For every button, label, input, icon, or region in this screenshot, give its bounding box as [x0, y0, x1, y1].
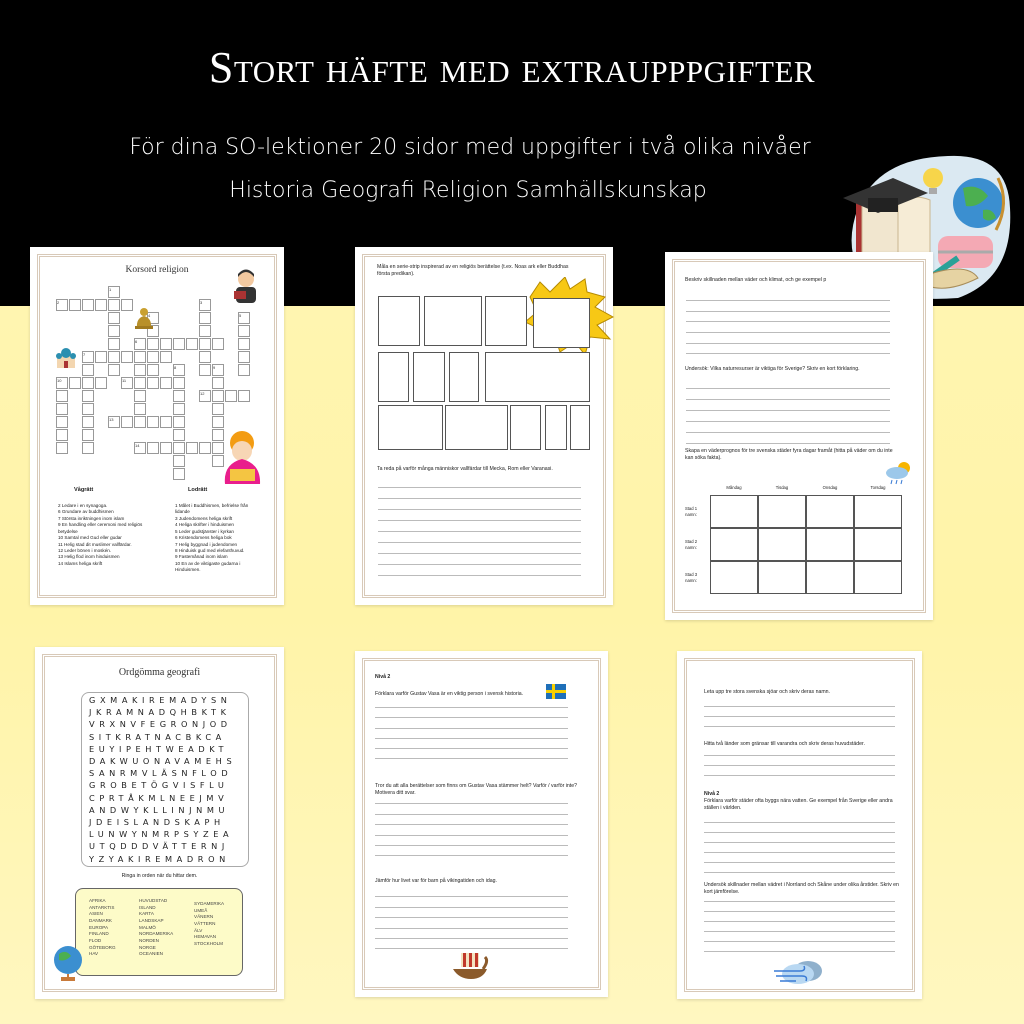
across-clue: 7 Största inriktningen inom islam — [58, 515, 125, 521]
clue-number: 11 — [122, 378, 127, 383]
answer-line[interactable] — [375, 948, 568, 949]
crossword-cell[interactable] — [134, 390, 146, 402]
answer-line[interactable] — [375, 758, 568, 759]
rain-cloud-sun-icon — [883, 460, 913, 486]
comic-panel[interactable] — [485, 296, 527, 346]
comic-panel[interactable] — [378, 405, 443, 450]
word-list-item: FINLAND — [89, 931, 109, 937]
crossword-cell[interactable] — [160, 351, 172, 363]
crossword-cell[interactable] — [82, 403, 94, 415]
crossword-cell[interactable] — [95, 377, 107, 389]
answer-line[interactable] — [375, 907, 568, 908]
answer-line[interactable] — [378, 520, 581, 521]
answer-line[interactable] — [686, 410, 890, 411]
answer-line[interactable] — [686, 432, 890, 433]
word-list-col1 — [89, 898, 116, 958]
word-list-col3 — [194, 901, 224, 948]
down-clue: 7 Helig byggnad i judendomen — [175, 541, 238, 547]
down-clue: 10 En av de viktigaste gudarna i Hinduismen. — [175, 560, 241, 573]
word-list-item: FLOD — [89, 937, 102, 943]
crossword-cell[interactable] — [134, 377, 146, 389]
answer-line[interactable] — [375, 855, 568, 856]
crossword-cell[interactable] — [173, 468, 185, 480]
swedish-flag-icon — [546, 684, 566, 699]
forecast-cell[interactable] — [758, 495, 806, 528]
down-heading: Lodrätt — [188, 487, 208, 493]
comic-panel[interactable] — [445, 405, 508, 450]
word-list-item: UMEÅ — [194, 907, 208, 913]
crossword-cell[interactable] — [212, 390, 224, 402]
word-list-item: DANMARK — [89, 917, 112, 923]
comic-panel[interactable] — [378, 352, 409, 402]
crossword-cell[interactable] — [82, 416, 94, 428]
answer-line[interactable] — [704, 852, 895, 853]
answer-line[interactable] — [704, 872, 895, 873]
word-list-item: KARTA — [139, 911, 154, 917]
clue-number: 10 — [57, 378, 62, 383]
crossword-cell[interactable] — [147, 364, 159, 376]
answer-line[interactable] — [378, 553, 581, 554]
crossword-cell[interactable] — [108, 312, 120, 324]
buddha-icon — [134, 306, 154, 330]
word-list-item: VÄTTERN — [194, 920, 216, 926]
answer-line[interactable] — [686, 332, 890, 333]
answer-line[interactable] — [375, 717, 568, 718]
crossword-cell[interactable] — [147, 442, 159, 454]
crossword-cell[interactable] — [186, 338, 198, 350]
history-question-3: Jämför hur livet var för barn på vikingatiden och idag. — [375, 878, 497, 884]
crossword-cell[interactable] — [95, 299, 107, 311]
comic-panel[interactable] — [510, 405, 541, 450]
ganesha-icon — [220, 429, 265, 487]
across-clue: 9 En handling eller ceremoni med religiös betydelse — [58, 522, 143, 534]
wind-cloud-icon — [772, 957, 826, 985]
weather-page — [665, 252, 933, 620]
answer-line[interactable] — [378, 509, 581, 510]
answer-line[interactable] — [704, 951, 895, 952]
clue-number: 9 — [213, 365, 216, 370]
clue-number: 6 — [135, 339, 138, 344]
crossword-cell[interactable] — [199, 364, 211, 376]
crossword-cell[interactable] — [147, 338, 159, 350]
crossword-cell[interactable] — [56, 390, 68, 402]
answer-line[interactable] — [375, 728, 568, 729]
weather-question-2: Undersök: Vilka naturresurser är viktiga för Sverige? Skriv en kort förklaring. — [685, 366, 860, 372]
wordsearch-row: DAKWUONAVAMEHS — [89, 756, 237, 766]
answer-line[interactable] — [375, 917, 568, 918]
answer-line[interactable] — [375, 938, 568, 939]
crossword-cell[interactable] — [108, 299, 120, 311]
crossword-cell[interactable] — [173, 403, 185, 415]
weather-question-3: Skapa en väderprognos för tre svenska städer fyra dagar framåt (hitta på väder om du inte kan söka fakta). — [685, 448, 893, 462]
clue-number: 8 — [174, 365, 177, 370]
comic-panel[interactable] — [533, 298, 590, 348]
crossword-cell[interactable] — [95, 351, 107, 363]
crossword-cell[interactable] — [173, 338, 185, 350]
crossword-cell[interactable] — [212, 377, 224, 389]
answer-line[interactable] — [704, 726, 895, 727]
geography-question-3: Förklara varför städer ofta byggs nära vatten. Ge exempel från Sverige eller andra ställen i världen. — [704, 798, 893, 812]
wordsearch-title: Ordgömma geografi — [118, 667, 201, 678]
geography-page — [677, 651, 922, 999]
across-clue: 14 Islams heliga skrift — [58, 560, 103, 566]
history-question-1: Förklara varför Gustav Vasa är en viktig person i svensk historia. — [375, 691, 524, 697]
answer-line[interactable] — [686, 321, 890, 322]
crossword-cell[interactable] — [212, 338, 224, 350]
wordsearch-row: GXMAKIREMADYSN — [89, 695, 232, 705]
crossword-cell[interactable] — [134, 416, 146, 428]
across-heading: Vågrätt — [74, 487, 94, 493]
weather-question-1: Beskriv skillnaden mellan väder och klimat, och ge exempel p — [685, 277, 827, 283]
level-label: Nivå 2 — [704, 791, 720, 797]
wordsearch-page — [35, 647, 284, 999]
crossword-cell[interactable] — [160, 442, 172, 454]
word-list-item: NORDEN — [139, 937, 159, 943]
clue-number: 4 — [148, 313, 151, 318]
crossword-cell[interactable] — [238, 390, 250, 402]
comic-page — [355, 247, 613, 605]
day-header: Tisdag — [775, 485, 789, 490]
word-list-item: NORDAMERIKA — [139, 931, 174, 937]
crossword-cell[interactable] — [212, 416, 224, 428]
word-list-item: HEMAVAN — [194, 934, 217, 940]
crossword-page — [30, 247, 284, 605]
crossword-cell[interactable] — [199, 351, 211, 363]
crossword-cell[interactable] — [56, 429, 68, 441]
across-clue: 11 Helig stad dit muslimer vallfärdar. — [58, 541, 132, 547]
forecast-cell[interactable] — [806, 528, 854, 561]
geography-question-2: Hitta två länder som gränsar till varandra och skriv deras huvudstäder. — [704, 741, 865, 747]
crossword-cell[interactable] — [147, 351, 159, 363]
answer-line[interactable] — [704, 941, 895, 942]
geography-question-1: Leta upp tre stora svenska sjöar och skriv deras namn. — [704, 689, 831, 695]
answer-line[interactable] — [686, 353, 890, 354]
forecast-cell[interactable] — [854, 561, 902, 594]
forecast-cell[interactable] — [806, 495, 854, 528]
down-clue: 3 Judendomens heliga skrift — [175, 515, 233, 521]
crossword-cell[interactable] — [160, 338, 172, 350]
forecast-cell[interactable] — [758, 561, 806, 594]
crossword-cell[interactable] — [199, 442, 211, 454]
crossword-cell[interactable] — [173, 377, 185, 389]
answer-line[interactable] — [375, 748, 568, 749]
crossword-cell[interactable] — [134, 364, 146, 376]
answer-line[interactable] — [704, 755, 895, 756]
crossword-cell[interactable] — [186, 442, 198, 454]
wordsearch-row: ANDWYKLLINJNMU — [89, 804, 230, 815]
crossword-cell[interactable] — [69, 377, 81, 389]
clue-number: 3 — [200, 300, 203, 305]
word-list-item: MALMÖ — [139, 924, 156, 930]
crossword-cell[interactable] — [199, 325, 211, 337]
wordsearch-row: EUYIPEHTWEADKT — [89, 743, 229, 754]
answer-line[interactable] — [375, 824, 568, 825]
across-clue: 12 Leder bönen i moskén. — [58, 547, 112, 553]
forecast-cell[interactable] — [758, 528, 806, 561]
city-label: Stad 3 namn: — [684, 572, 698, 583]
word-list-item: ANTARKTIS — [89, 904, 115, 910]
clue-number: 7 — [83, 352, 86, 357]
word-list-item: ASIEN — [89, 911, 103, 917]
crossword-cell[interactable] — [147, 416, 159, 428]
answer-line[interactable] — [704, 822, 895, 823]
comic-question: Ta reda på varför många människor vallfärdar till Mecka, Rom eller Varanasi. — [377, 466, 553, 472]
crossword-cell[interactable] — [56, 403, 68, 415]
crossword-cell[interactable] — [173, 442, 185, 454]
clue-number: 12 — [200, 391, 205, 396]
answer-line[interactable] — [378, 575, 581, 576]
across-clues — [58, 503, 163, 567]
crossword-cell[interactable] — [225, 390, 237, 402]
day-header: Torsdag — [870, 485, 886, 490]
wordsearch-row: LUNWYNMRPSYZEA — [89, 829, 234, 840]
forecast-cell[interactable] — [710, 528, 758, 561]
subtitle-line2: Historia Geografi Religion Samhällskunskap — [229, 178, 707, 203]
geography-question-4: Undersök skillnader mellan vädret i Norrland och Skåne under olika årstider. Skriv en kort jämförelse. — [704, 882, 899, 896]
word-list-item: VÄNERN — [194, 914, 214, 920]
answer-line[interactable] — [378, 564, 581, 565]
answer-line[interactable] — [375, 896, 568, 897]
wordsearch-row: YZYAKIREMADRON — [89, 853, 230, 864]
answer-line[interactable] — [686, 388, 890, 389]
answer-line[interactable] — [375, 707, 568, 708]
forecast-cell[interactable] — [710, 561, 758, 594]
answer-line[interactable] — [704, 931, 895, 932]
clue-number: 14 — [135, 443, 140, 448]
subtitle-line1: För dina SO-lektioner 20 sidor med uppgifter i två olika nivåer — [129, 135, 811, 160]
across-clue: 6 Grundare av buddhismen — [58, 509, 114, 515]
wordsearch-row: SITKRATNACBKCA — [89, 731, 226, 742]
crossword-cell[interactable] — [160, 416, 172, 428]
crossword-cell[interactable] — [173, 429, 185, 441]
clue-number: 1 — [109, 287, 112, 292]
answer-line[interactable] — [375, 845, 568, 846]
day-header: Måndag — [726, 485, 742, 490]
answer-line[interactable] — [686, 399, 890, 400]
across-clue: 10 Samtal med Gud eller gudar — [58, 535, 122, 541]
answer-line[interactable] — [686, 421, 890, 422]
word-list-item: ISLAND — [139, 904, 156, 910]
crossword-cell[interactable] — [199, 338, 211, 350]
across-clue: 2 Ledare i en synagoga. — [58, 503, 108, 508]
down-clue: 5 Leder gudstjänster i kyrkan — [175, 528, 234, 534]
forecast-cell[interactable] — [854, 528, 902, 561]
answer-line[interactable] — [686, 343, 890, 344]
crossword-cell[interactable] — [69, 299, 81, 311]
wordsearch-row: GROBETÖGVISFLU — [89, 780, 229, 791]
comic-panel[interactable] — [378, 296, 420, 346]
comic-instruction: Måla en serie-strip inspirerad av en religiös berättelse (t.ex. Noas ark eller Buddhas första predikan). — [377, 264, 569, 278]
word-list-item: OCEANIEN — [139, 951, 163, 957]
word-list-item: STOCKHOLM — [194, 940, 224, 946]
history-page — [355, 651, 608, 997]
answer-line[interactable] — [375, 803, 568, 804]
city-label: Stad 2 namn: — [684, 539, 698, 550]
history-question-2: Tror du att alla berättelser som finns om Gustav Vasa stämmer helt? Varför / varför inte? Motivera ditt svar. — [375, 783, 578, 797]
crossword-cell[interactable] — [134, 403, 146, 415]
crossword-cell[interactable] — [108, 325, 120, 337]
page-title: Stort häfte med extraupppgifter — [208, 43, 816, 92]
viking-ship-icon — [453, 951, 489, 981]
crossword-title: Korsord religion — [125, 265, 189, 275]
down-clue: 4 Heliga skrifter i hinduismen — [175, 522, 234, 528]
answer-line[interactable] — [704, 716, 895, 717]
answer-line[interactable] — [704, 842, 895, 843]
answer-line[interactable] — [686, 443, 890, 444]
forecast-cell[interactable] — [710, 495, 758, 528]
wordsearch-instruction: Ringa in orden när du hittar dem. — [121, 873, 198, 879]
comic-panel[interactable] — [545, 405, 567, 450]
crossword-cell[interactable] — [173, 390, 185, 402]
crossword-cell[interactable] — [238, 351, 250, 363]
crossword-cell[interactable] — [199, 312, 211, 324]
answer-line[interactable] — [378, 531, 581, 532]
answer-line[interactable] — [704, 832, 895, 833]
forecast-cell[interactable] — [806, 561, 854, 594]
crossword-cell[interactable] — [134, 351, 146, 363]
down-clue: 8 Hinduisk gud med elefanthuvud. — [175, 547, 245, 553]
down-clue: 1 Målet i Buddhismen, befrielse från lidande — [175, 503, 249, 515]
answer-line[interactable] — [704, 911, 895, 912]
clue-number: 5 — [239, 313, 242, 318]
crossword-cell[interactable] — [108, 351, 120, 363]
answer-line[interactable] — [378, 498, 581, 499]
priest-icon — [232, 269, 260, 303]
answer-line[interactable] — [378, 542, 581, 543]
comic-panel[interactable] — [424, 296, 482, 346]
answer-line[interactable] — [375, 835, 568, 836]
down-clue: 9 Fastemånad inom islam — [175, 554, 228, 560]
crossword-cell[interactable] — [56, 442, 68, 454]
across-clue: 13 Helig flod inom hinduismen — [58, 554, 120, 560]
wordsearch-row: JKRAMNADQHBKTK — [89, 707, 231, 718]
comic-panel[interactable] — [570, 405, 590, 450]
word-list-item: EUROPA — [89, 924, 109, 930]
crossword-cell[interactable] — [147, 377, 159, 389]
crossword-cell[interactable] — [121, 299, 133, 311]
comic-panel[interactable] — [449, 352, 479, 402]
answer-line[interactable] — [686, 300, 890, 301]
answer-line[interactable] — [375, 928, 568, 929]
down-clue: 6 Kristendomens heliga bok — [175, 535, 232, 541]
clue-number: 13 — [109, 417, 114, 422]
forecast-cell[interactable] — [854, 495, 902, 528]
crossword-cell[interactable] — [82, 429, 94, 441]
city-label: Stad 1 namn: — [684, 506, 698, 517]
word-list-item: SYDAMERIKA — [194, 901, 225, 906]
answer-line[interactable] — [378, 487, 581, 488]
crossword-cell[interactable] — [160, 377, 172, 389]
crossword-cell[interactable] — [82, 299, 94, 311]
word-list-item: ÄLV — [194, 927, 203, 933]
crossword-cell[interactable] — [121, 416, 133, 428]
crossword-cell[interactable] — [82, 390, 94, 402]
wordsearch-row: CPRTÅKMLNEEJMV — [89, 792, 229, 803]
word-list-col2 — [139, 898, 173, 958]
clue-number: 2 — [57, 300, 60, 305]
down-clues — [175, 503, 260, 574]
answer-line[interactable] — [704, 862, 895, 863]
answer-line[interactable] — [704, 775, 895, 776]
word-list-item: HUVUDSTAD — [139, 898, 168, 903]
crossword-cell[interactable] — [82, 442, 94, 454]
day-header: Onsdag — [822, 485, 838, 490]
answer-line[interactable] — [704, 901, 895, 902]
synagogue-icon — [55, 344, 77, 369]
crossword-cell[interactable] — [238, 364, 250, 376]
word-list-item: HAV — [89, 951, 99, 957]
wordsearch-row: JDEISLANDSKAPH — [89, 817, 225, 827]
wordsearch-row: VRXNVFEGRONJOD — [89, 719, 232, 730]
crossword-cell[interactable] — [173, 455, 185, 467]
comic-panel[interactable] — [485, 352, 590, 402]
word-list-item: NORGE — [139, 944, 156, 950]
crossword-cell[interactable] — [238, 325, 250, 337]
answer-line[interactable] — [704, 765, 895, 766]
wordsearch-row: SANRMVLÄSNFLOD — [89, 768, 233, 779]
wordsearch-row: UTQDDDVÄTTERNJ — [89, 841, 229, 852]
crossword-cell[interactable] — [56, 416, 68, 428]
answer-line[interactable] — [686, 311, 890, 312]
crossword-cell[interactable] — [238, 338, 250, 350]
comic-panel[interactable] — [413, 352, 445, 402]
crossword-cell[interactable] — [121, 351, 133, 363]
answer-line[interactable] — [704, 706, 895, 707]
crossword-cell[interactable] — [212, 403, 224, 415]
crossword-cell[interactable] — [108, 338, 120, 350]
level-label: Nivå 2 — [375, 674, 391, 680]
answer-line[interactable] — [704, 921, 895, 922]
crossword-cell[interactable] — [82, 377, 94, 389]
word-list-item: AFRIKA — [89, 898, 106, 903]
word-list-item: LANDSKAP — [139, 917, 164, 923]
answer-line[interactable] — [375, 814, 568, 815]
crossword-cell[interactable] — [82, 364, 94, 376]
crossword-cell[interactable] — [108, 364, 120, 376]
word-list-item: GÖTEBORG — [89, 944, 116, 950]
crossword-cell[interactable] — [173, 416, 185, 428]
answer-line[interactable] — [375, 738, 568, 739]
globe-icon — [51, 944, 85, 984]
